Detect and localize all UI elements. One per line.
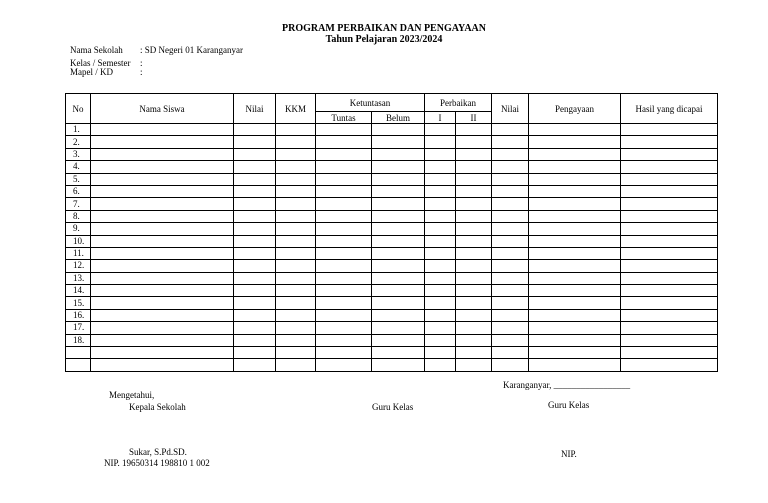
table-cell	[316, 359, 372, 371]
table-cell	[456, 136, 492, 148]
table-cell	[234, 309, 276, 321]
table-cell	[621, 322, 718, 334]
table-cell	[425, 210, 456, 222]
table-cell	[276, 285, 316, 297]
table-cell	[529, 309, 621, 321]
document-title-block	[0, 23, 768, 45]
table-cell	[276, 297, 316, 309]
table-cell	[425, 285, 456, 297]
table-row	[66, 124, 718, 136]
table-cell	[372, 210, 425, 222]
table-cell	[492, 136, 529, 148]
table-cell	[91, 223, 234, 235]
header-pengayaan: Pengayaan	[529, 94, 621, 124]
school-label: Nama Sekolah	[70, 45, 123, 55]
table-cell	[276, 198, 316, 210]
class-label: Kelas / Semester	[70, 57, 131, 68]
table-cell	[316, 285, 372, 297]
table-cell	[234, 124, 276, 136]
table-row	[66, 148, 718, 160]
table-cell	[276, 272, 316, 284]
table-cell	[425, 161, 456, 173]
table-cell	[372, 272, 425, 284]
table-cell	[276, 161, 316, 173]
table-cell	[492, 124, 529, 136]
table-cell	[492, 297, 529, 309]
table-cell	[456, 272, 492, 284]
table-cell	[425, 309, 456, 321]
table-cell	[529, 223, 621, 235]
table-cell	[372, 359, 425, 371]
table-row	[66, 347, 718, 359]
table-cell	[492, 161, 529, 173]
table-cell	[425, 347, 456, 359]
table-row	[66, 272, 718, 284]
table-cell	[276, 235, 316, 247]
table-cell	[621, 173, 718, 185]
table-cell	[316, 334, 372, 346]
table-cell	[234, 185, 276, 197]
table-row	[66, 285, 718, 297]
table-cell	[372, 223, 425, 235]
table-cell	[316, 161, 372, 173]
header-perbaikan-1: I	[425, 112, 456, 124]
table-row	[66, 247, 718, 259]
table-cell	[372, 185, 425, 197]
table-cell	[234, 297, 276, 309]
table-cell	[372, 322, 425, 334]
table-row	[66, 223, 718, 235]
table-row	[66, 136, 718, 148]
header-no: No	[66, 94, 91, 124]
table-cell	[316, 322, 372, 334]
guru-kelas-center-label: Guru Kelas	[372, 402, 414, 412]
table-cell	[372, 148, 425, 160]
table-cell	[492, 247, 529, 259]
table-cell	[621, 136, 718, 148]
row-number: 13.	[66, 272, 91, 284]
table-cell	[492, 309, 529, 321]
table-cell	[372, 173, 425, 185]
table-cell	[456, 235, 492, 247]
row-number: 8.	[66, 210, 91, 222]
header-hasil: Hasil yang dicapai	[621, 94, 718, 124]
table-cell	[234, 136, 276, 148]
table-cell	[276, 185, 316, 197]
table-cell	[529, 260, 621, 272]
table-cell	[529, 347, 621, 359]
table-cell	[316, 198, 372, 210]
table-row	[66, 322, 718, 334]
document-title: PROGRAM PERBAIKAN DAN PENGAYAAN	[282, 23, 486, 34]
row-number: 17.	[66, 322, 91, 334]
table-row	[66, 173, 718, 185]
place-date: Karanganyar, _________________	[503, 380, 631, 390]
guru-nip: NIP.	[561, 449, 577, 459]
table-cell	[234, 148, 276, 160]
table-cell	[621, 334, 718, 346]
table-row	[66, 198, 718, 210]
table-cell	[425, 260, 456, 272]
table-cell	[621, 297, 718, 309]
kepala-sekolah-label: Kepala Sekolah	[129, 402, 186, 412]
table-cell	[316, 309, 372, 321]
mengetahui-label: Mengetahui,	[109, 390, 155, 400]
table-cell	[91, 260, 234, 272]
table-cell	[529, 359, 621, 371]
table-cell	[456, 334, 492, 346]
table-cell	[91, 173, 234, 185]
table-cell	[91, 136, 234, 148]
table-cell	[529, 198, 621, 210]
table-cell	[492, 322, 529, 334]
table-cell	[456, 198, 492, 210]
table-cell	[492, 260, 529, 272]
table-cell	[316, 223, 372, 235]
table-cell	[316, 297, 372, 309]
table-cell	[425, 198, 456, 210]
table-cell	[425, 247, 456, 259]
table-cell	[492, 223, 529, 235]
row-number: 9.	[66, 223, 91, 235]
table-cell	[316, 124, 372, 136]
guru-kelas-right-label: Guru Kelas	[548, 400, 590, 410]
table-cell	[316, 185, 372, 197]
table-cell	[91, 272, 234, 284]
table-cell	[91, 347, 234, 359]
table-cell	[529, 161, 621, 173]
table-cell	[621, 359, 718, 371]
table-cell	[492, 347, 529, 359]
table-cell	[316, 260, 372, 272]
table-cell	[372, 136, 425, 148]
table-cell	[276, 173, 316, 185]
row-number: 12.	[66, 260, 91, 272]
table-cell	[316, 272, 372, 284]
table-cell	[621, 161, 718, 173]
row-number: 2.	[66, 136, 91, 148]
table-cell	[492, 359, 529, 371]
table-cell	[234, 247, 276, 259]
table-cell	[372, 334, 425, 346]
info-row-subject	[70, 68, 243, 78]
subject-label: Mapel / KD	[70, 67, 113, 77]
table-cell	[276, 347, 316, 359]
table-cell	[91, 334, 234, 346]
table-cell	[492, 185, 529, 197]
table-cell	[621, 235, 718, 247]
table-cell	[456, 285, 492, 297]
table-cell	[456, 161, 492, 173]
table-row	[66, 260, 718, 272]
row-number: 7.	[66, 198, 91, 210]
table-cell	[492, 272, 529, 284]
table-cell	[91, 359, 234, 371]
table-cell	[425, 124, 456, 136]
table-cell	[529, 272, 621, 284]
row-number: 3.	[66, 148, 91, 160]
table-cell	[621, 309, 718, 321]
row-number: 16.	[66, 309, 91, 321]
table-cell	[529, 322, 621, 334]
table-cell	[456, 322, 492, 334]
table-cell	[276, 124, 316, 136]
table-cell	[456, 297, 492, 309]
table-cell	[91, 309, 234, 321]
table-cell	[529, 297, 621, 309]
table-cell	[316, 347, 372, 359]
header-belum: Belum	[372, 112, 425, 124]
table-cell	[425, 359, 456, 371]
info-row-school	[70, 46, 243, 56]
table-cell	[621, 124, 718, 136]
table-row	[66, 161, 718, 173]
table-cell	[529, 185, 621, 197]
table-cell	[456, 347, 492, 359]
table-cell	[529, 334, 621, 346]
row-number: 11.	[66, 247, 91, 259]
table-row	[66, 185, 718, 197]
table-cell	[492, 235, 529, 247]
table-cell	[372, 247, 425, 259]
table-cell	[492, 198, 529, 210]
row-number	[66, 347, 91, 359]
table-cell	[234, 223, 276, 235]
table-cell	[234, 161, 276, 173]
table-cell	[425, 223, 456, 235]
row-number: 10.	[66, 235, 91, 247]
table-cell	[234, 347, 276, 359]
table-cell	[234, 272, 276, 284]
table-cell	[372, 198, 425, 210]
row-number: 6.	[66, 185, 91, 197]
table-cell	[425, 322, 456, 334]
row-number: 1.	[66, 124, 91, 136]
table-cell	[91, 247, 234, 259]
table-cell	[91, 198, 234, 210]
table-cell	[372, 285, 425, 297]
header-perbaikan: Perbaikan	[425, 94, 492, 112]
table-cell	[372, 309, 425, 321]
table-cell	[492, 173, 529, 185]
table-cell	[234, 173, 276, 185]
table-cell	[91, 148, 234, 160]
table-cell	[456, 173, 492, 185]
table-cell	[529, 235, 621, 247]
table-cell	[276, 148, 316, 160]
table-cell	[91, 235, 234, 247]
table-cell	[456, 210, 492, 222]
school-info	[70, 46, 243, 78]
header-kkm: KKM	[276, 94, 316, 124]
table-cell	[492, 148, 529, 160]
table-cell	[234, 285, 276, 297]
header-perbaikan-2: II	[456, 112, 492, 124]
table-cell	[372, 347, 425, 359]
row-number: 18.	[66, 334, 91, 346]
header-nama-siswa: Nama Siswa	[91, 94, 234, 124]
table-cell	[492, 285, 529, 297]
table-cell	[492, 334, 529, 346]
table-cell	[91, 185, 234, 197]
table-row	[66, 297, 718, 309]
table-cell	[425, 173, 456, 185]
table-cell	[372, 297, 425, 309]
table-cell	[234, 322, 276, 334]
table-cell	[529, 285, 621, 297]
table-cell	[456, 185, 492, 197]
table-cell	[234, 235, 276, 247]
table-cell	[276, 136, 316, 148]
table-cell	[492, 210, 529, 222]
table-cell	[316, 148, 372, 160]
table-cell	[529, 173, 621, 185]
table-cell	[316, 247, 372, 259]
table-cell	[621, 198, 718, 210]
table-cell	[529, 148, 621, 160]
table-cell	[529, 247, 621, 259]
table-cell	[456, 260, 492, 272]
table-cell	[425, 185, 456, 197]
table-cell	[91, 210, 234, 222]
row-number: 5.	[66, 173, 91, 185]
subject-value: :	[140, 67, 143, 77]
table-cell	[621, 285, 718, 297]
header-ketuntasan: Ketuntasan	[316, 94, 425, 112]
table-cell	[456, 148, 492, 160]
table-cell	[621, 347, 718, 359]
table-cell	[425, 136, 456, 148]
kepsek-nip: NIP. 19650314 198810 1 002	[104, 458, 210, 468]
kepsek-name: Sukar, S.Pd.SD.	[129, 447, 187, 457]
table-cell	[372, 235, 425, 247]
table-cell	[276, 210, 316, 222]
table-cell	[372, 124, 425, 136]
table-cell	[276, 223, 316, 235]
table-cell	[456, 223, 492, 235]
table-cell	[234, 260, 276, 272]
table-cell	[529, 124, 621, 136]
table-cell	[529, 210, 621, 222]
table-cell	[456, 124, 492, 136]
row-number: 4.	[66, 161, 91, 173]
class-value: :	[140, 57, 143, 68]
table-cell	[456, 309, 492, 321]
table-cell	[425, 235, 456, 247]
table-cell	[372, 260, 425, 272]
table-cell	[234, 198, 276, 210]
table-cell	[425, 272, 456, 284]
table-cell	[234, 334, 276, 346]
header-nilai: Nilai	[234, 94, 276, 124]
row-number	[66, 359, 91, 371]
table-cell	[276, 247, 316, 259]
table-row	[66, 309, 718, 321]
table-cell	[425, 334, 456, 346]
table-cell	[276, 359, 316, 371]
table-row	[66, 359, 718, 371]
header-nilai-perbaikan: Nilai	[492, 94, 529, 124]
table-cell	[316, 235, 372, 247]
table-cell	[529, 136, 621, 148]
table-cell	[316, 210, 372, 222]
table-cell	[234, 359, 276, 371]
table-cell	[372, 161, 425, 173]
table-cell	[276, 309, 316, 321]
table-cell	[91, 124, 234, 136]
table-cell	[276, 322, 316, 334]
table-cell	[91, 322, 234, 334]
table-cell	[425, 297, 456, 309]
document-subtitle: Tahun Pelajaran 2023/2024	[325, 34, 443, 45]
table-row	[66, 210, 718, 222]
table-cell	[621, 247, 718, 259]
table-cell	[91, 161, 234, 173]
table-cell	[91, 285, 234, 297]
table-body	[66, 124, 718, 372]
table-cell	[91, 297, 234, 309]
row-number: 15.	[66, 297, 91, 309]
table-cell	[234, 210, 276, 222]
table-cell	[276, 334, 316, 346]
row-number: 14.	[66, 285, 91, 297]
remedial-table	[65, 93, 718, 372]
table-cell	[276, 260, 316, 272]
table-cell	[456, 247, 492, 259]
header-tuntas: Tuntas	[316, 112, 372, 124]
table-cell	[316, 136, 372, 148]
table-row	[66, 334, 718, 346]
table-cell	[456, 359, 492, 371]
school-value: : SD Negeri 01 Karanganyar	[140, 45, 243, 55]
table-row	[66, 235, 718, 247]
table-cell	[621, 210, 718, 222]
table-cell	[425, 148, 456, 160]
table-cell	[621, 260, 718, 272]
table-cell	[621, 223, 718, 235]
table-cell	[621, 272, 718, 284]
table-cell	[621, 148, 718, 160]
table-cell	[621, 185, 718, 197]
table-cell	[316, 173, 372, 185]
